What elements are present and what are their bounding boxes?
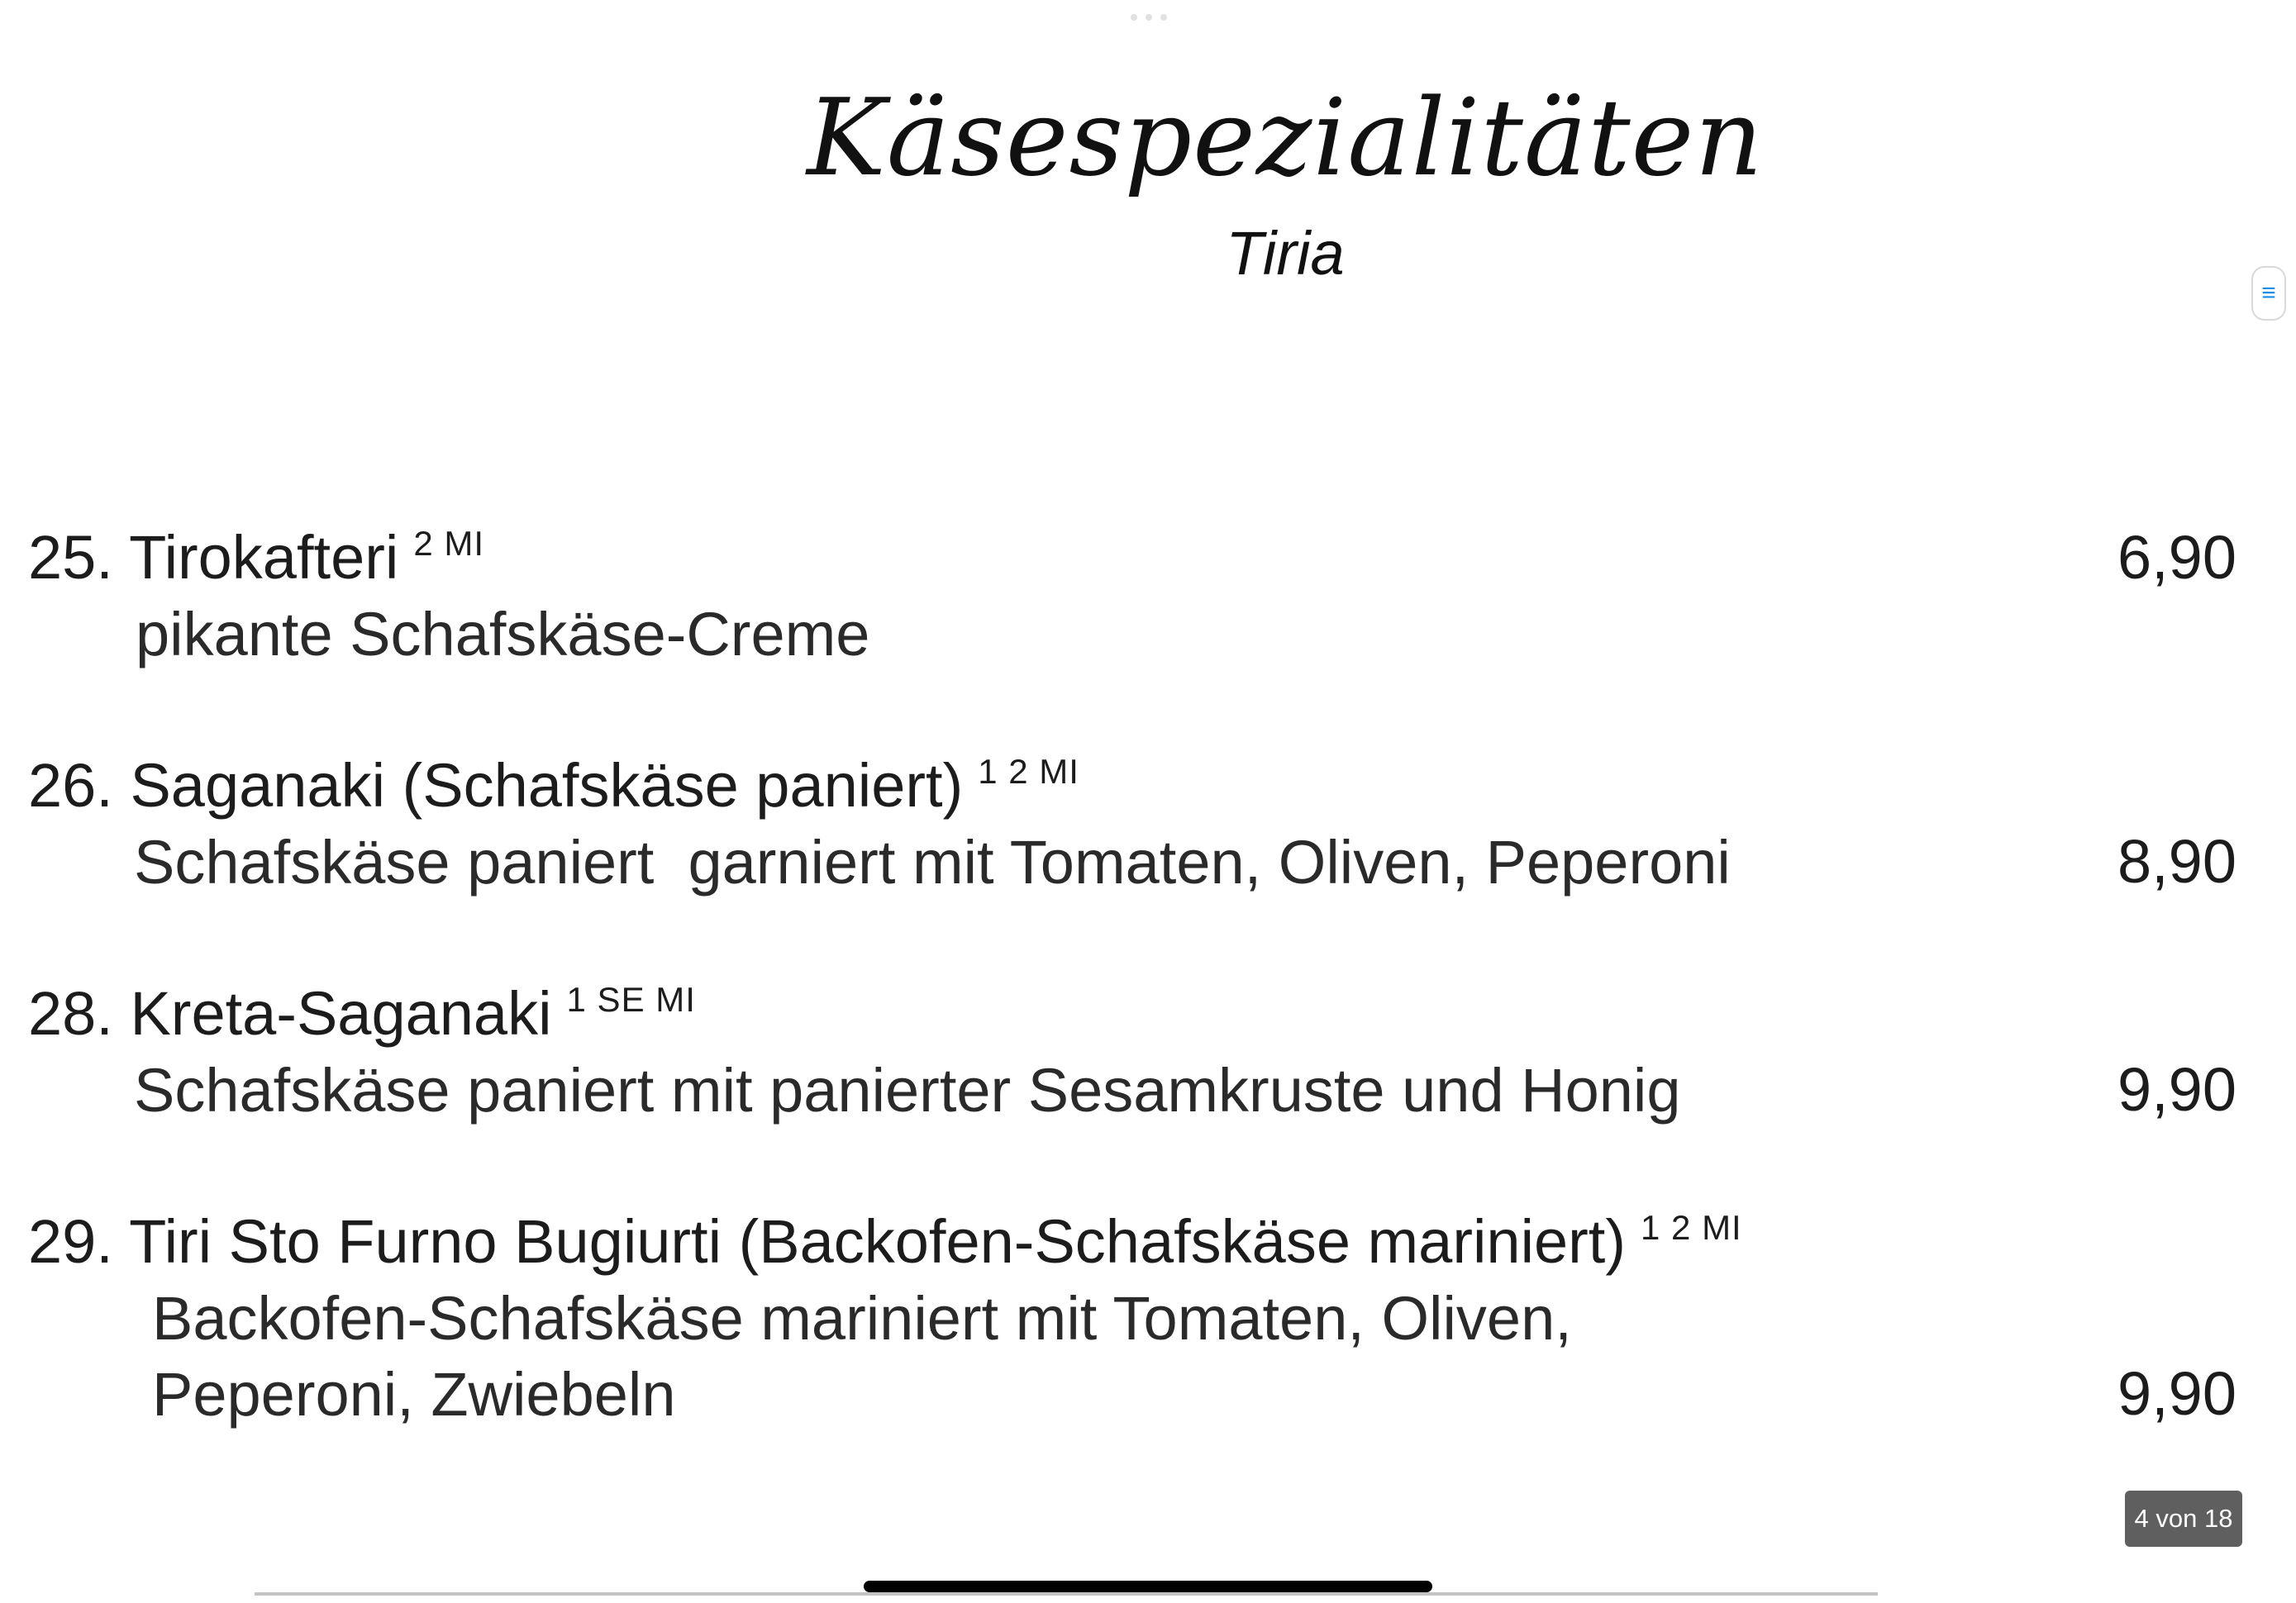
menu-item-description: Backofen-Schafskäse mariniert mit Tomaten, Oliven, <box>152 1284 1572 1353</box>
menu-item-name: Saganaki (Schafskäse paniert) <box>130 751 964 820</box>
menu-item-name: Tiri Sto Furno Bugiurti (Backofen-Schafskäse mariniert) <box>129 1207 1627 1276</box>
menu-item-description: pikante Schafskäse-Creme <box>136 600 870 668</box>
menu-item-heading <box>28 977 696 1060</box>
menu-item-description: Schafskäse paniert mit panierter Sesamkruste und Honig <box>134 1056 1681 1125</box>
menu-item-number: 26. <box>28 751 113 820</box>
menu-item-price: 9,90 <box>2117 1359 2236 1428</box>
menu-item-price: 6,90 <box>2117 523 2236 592</box>
menu-item-heading <box>28 749 1079 832</box>
menu-item-number: 28. <box>28 979 113 1048</box>
dot-icon <box>1146 14 1152 21</box>
menu-item-number: 25. <box>28 523 113 592</box>
menu-item-heading <box>28 1205 1742 1288</box>
dot-icon <box>1131 14 1137 21</box>
scroll-track <box>255 1592 1878 1596</box>
menu-item-number: 29. <box>28 1207 113 1276</box>
allergen-codes: 1 2 MI <box>1641 1208 1742 1247</box>
menu-item-description: Schafskäse paniert garniert mit Tomaten, Oliven, Peperoni <box>134 828 1731 897</box>
page-counter-badge: 4 von 18 <box>2125 1491 2242 1547</box>
home-indicator[interactable] <box>864 1581 1432 1592</box>
dot-icon <box>1160 14 1167 21</box>
menu-item-price: 8,90 <box>2117 827 2236 896</box>
menu-item-heading <box>28 521 484 604</box>
top-handle-dots[interactable] <box>1131 14 1167 21</box>
menu-item-name: Tirokafteri <box>129 523 399 592</box>
menu-item-price: 9,90 <box>2117 1055 2236 1124</box>
sidebar-toggle-button[interactable] <box>2251 266 2286 321</box>
menu-item-name: Kreta-Saganaki <box>130 979 552 1048</box>
list-lines-icon: ≡ <box>2261 279 2276 307</box>
allergen-codes: 1 2 MI <box>978 752 1079 791</box>
allergen-codes: 1 SE MI <box>566 980 696 1019</box>
allergen-codes: 2 MI <box>413 524 485 563</box>
page-subtitle: Tiria <box>1226 219 1345 288</box>
page-title: Käsespezialitäten <box>807 77 1764 200</box>
menu-item-description: Peperoni, Zwiebeln <box>152 1360 676 1429</box>
